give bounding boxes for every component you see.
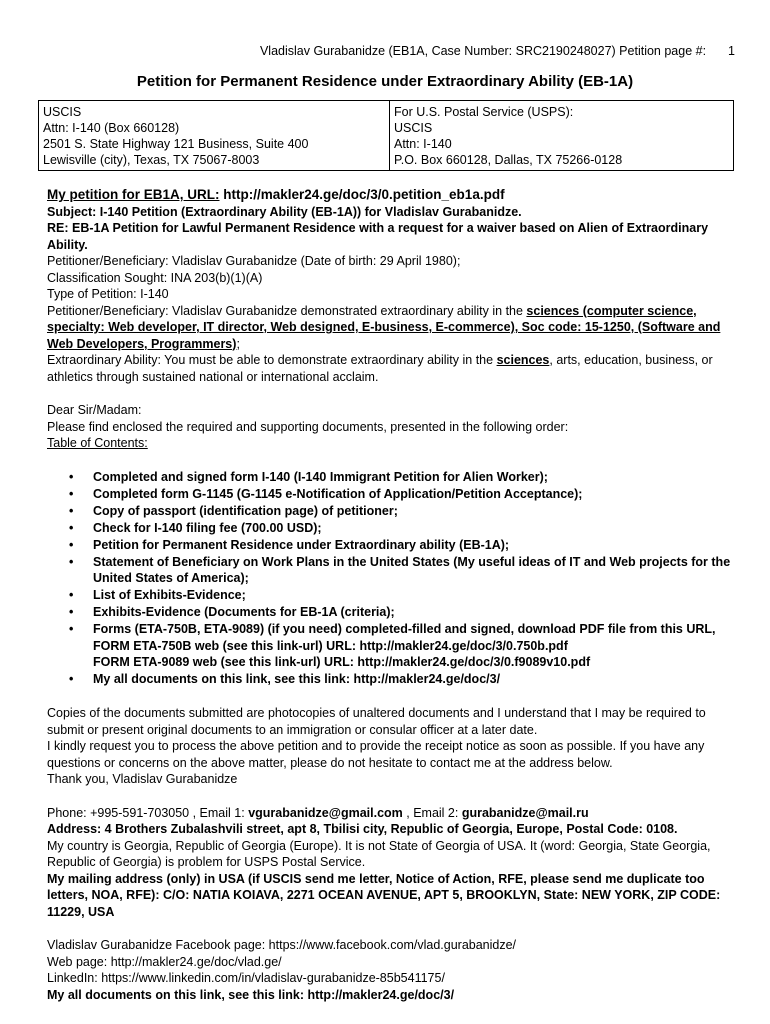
salutation: Dear Sir/Madam: <box>47 403 142 417</box>
header-text: Vladislav Gurabanidze (EB1A, Case Number: SRC2190248027) Petition page #: <box>259 44 707 58</box>
address-line: P.O. Box 660128, Dallas, TX 75266-0128 <box>394 153 623 167</box>
beneficiary-line: Petitioner/Beneficiary: Vladislav Gurabanidze (Date of birth: 29 April 1980); <box>47 254 461 268</box>
toc-item-text: FORM ETA-9089 web (see this link-url) URL: http://makler24.ge/doc/3/0.f9089v10.pdf <box>93 655 591 669</box>
closing-paragraph: Copies of the documents submitted are photocopies of unaltered documents and I understand that I may be required to submit or present original documents to an immigration or consular officer at a later date. <box>47 706 706 737</box>
extraordinary-ability-line <box>47 352 737 385</box>
address-line: Attn: I-140 (Box 660128) <box>43 121 180 135</box>
toc-item-text: Forms (ETA-750B, ETA-9089) (if you need) completed-filled and signed, download PDF file from this URL, <box>93 622 716 636</box>
facebook-link[interactable]: Vladislav Gurabanidze Facebook page: https://www.facebook.com/vlad.gurabanidze/ <box>47 938 517 952</box>
bullet-icon: • <box>69 486 74 501</box>
bullet-icon: • <box>69 520 74 535</box>
toc-item <box>47 486 737 503</box>
bullet-icon: • <box>69 622 74 636</box>
document-title: Petition for Permanent Residence under Extraordinary Ability (EB-1A) <box>136 73 634 90</box>
toc-item-text: Statement of Beneficiary on Work Plans in the United States (My useful ideas of IT and Web projects for the United States of America); <box>93 554 731 585</box>
web-link[interactable]: Web page: http://makler24.ge/doc/vlad.ge/ <box>47 954 282 969</box>
toc-heading: Table of Contents: <box>47 436 148 450</box>
toc-item <box>47 503 737 520</box>
page-number: 1 <box>728 44 735 58</box>
ability-emphasis: sciences (computer science, specialty: Web developer, IT director, Web designed, E-business, E-commerce), Soc code: 15-1250, (Software and Web Developers, Programmers) <box>47 303 721 351</box>
email-1[interactable]: vgurabanidze@gmail.com <box>248 805 403 820</box>
ea-emphasis: sciences <box>496 353 550 367</box>
subject-line: Subject: I-140 Petition (Extraordinary Ability (EB-1A)) for Vladislav Gurabanidze. <box>47 204 522 219</box>
linkedin-link[interactable]: LinkedIn: https://www.linkedin.com/in/vladislav-gurabanidze-85b541175/ <box>47 971 445 985</box>
toc-item <box>47 537 737 554</box>
toc-item <box>47 671 737 688</box>
table-of-contents <box>47 469 737 688</box>
address-line: Attn: I-140 <box>394 137 452 151</box>
phone-text: Phone: +995-591-703050 , Email 1: <box>47 805 249 820</box>
address-line: Lewisville (city), Texas, TX 75067-8003 <box>43 153 260 167</box>
intro-line: Please find enclosed the required and supporting documents, presented in the following order: <box>47 419 569 434</box>
ability-suffix: ; <box>236 336 240 351</box>
petition-link-line <box>47 187 737 204</box>
address-line: 2501 S. State Highway 121 Business, Suite 400 <box>43 137 309 151</box>
ability-statement <box>47 303 737 353</box>
bullet-icon: • <box>69 537 74 552</box>
document-body <box>47 187 737 1003</box>
re-line: RE: EB-1A Petition for Lawful Permanent Residence with a request for a waiver based on Alien of Extraordinary Ability. <box>47 221 709 252</box>
petition-type-line: Type of Petition: I-140 <box>47 287 169 301</box>
petition-link-url[interactable]: http://makler24.ge/doc/3/0.petition_eb1a.pdf <box>219 187 505 202</box>
ability-prefix: Petitioner/Beneficiary: Vladislav Gurabanidze demonstrated extraordinary ability in the <box>47 303 527 318</box>
all-documents-link[interactable]: My all documents on this link, see this link: http://makler24.ge/doc/3/ <box>47 987 455 1002</box>
contact-line <box>47 805 737 822</box>
toc-item-text: List of Exhibits-Evidence; <box>93 588 246 602</box>
bullet-icon: • <box>69 672 74 686</box>
toc-item-text: Exhibits-Evidence (Documents for EB-1A (criteria); <box>93 605 395 619</box>
page-header <box>260 44 735 58</box>
toc-item <box>47 469 737 486</box>
bullet-icon: • <box>69 503 74 518</box>
toc-item <box>47 554 737 587</box>
toc-item <box>47 621 737 671</box>
closing-paragraph: I kindly request you to process the above petition and to provide the receipt notice as soon as possible. If you have any questions or concerns on the above matter, please do not hesitate to contact me at the address below. <box>47 739 705 770</box>
email-2-label: , Email 2: <box>402 805 462 820</box>
address-line: For U.S. Postal Service (USPS): <box>394 105 574 119</box>
classification-line: Classification Sought: INA 203(b)(1)(A) <box>47 270 263 285</box>
toc-item-text: FORM ETA-750B web (see this link-url) URL: http://makler24.ge/doc/3/0.750b.pdf <box>93 638 568 653</box>
petition-link-label: My petition for EB1A, URL: <box>47 187 220 202</box>
toc-item-text: Petition for Permanent Residence under Extraordinary ability (EB-1A); <box>93 537 510 552</box>
email-2[interactable]: gurabanidze@mail.ru <box>461 805 589 820</box>
toc-item-text: My all documents on this link, see this link: http://makler24.ge/doc/3/ <box>93 672 501 686</box>
usps-address-cell <box>390 101 734 171</box>
toc-item <box>47 604 737 621</box>
bullet-icon: • <box>69 554 74 569</box>
toc-item-text: Check for I-140 filing fee (700.00 USD); <box>93 520 322 535</box>
thank-you-line: Thank you, Vladislav Gurabanidze <box>47 772 238 786</box>
home-address: Address: 4 Brothers Zubalashvili street, apt 8, Tbilisi city, Republic of Georgia, Europe, Postal Code: 0108. <box>47 822 678 836</box>
ea-prefix: Extraordinary Ability: You must be able to demonstrate extraordinary ability in the <box>47 353 497 367</box>
bullet-icon: • <box>69 469 74 484</box>
toc-item-text: Copy of passport (identification page) of petitioner; <box>93 503 398 518</box>
address-line: USCIS <box>43 105 82 119</box>
bullet-icon: • <box>69 605 74 619</box>
toc-item-text: Completed form G-1145 (G-1145 e-Notification of Application/Petition Acceptance); <box>93 486 583 501</box>
toc-item <box>47 587 737 604</box>
address-table <box>38 100 734 171</box>
toc-item-text: Completed and signed form I-140 (I-140 Immigrant Petition for Alien Worker); <box>93 469 548 484</box>
uscis-address-cell <box>39 101 390 171</box>
country-note: My country is Georgia, Republic of Georgia (Europe). It is not State of Georgia of USA. It (word: Georgia, State Georgia, Republic of Georgia) is problem for USPS Postal Service. <box>47 838 711 869</box>
mailing-address: My mailing address (only) in USA (if USCIS send me letter, Notice of Action, RFE, please send me duplicate too letters, NOA, RFE): C/O: NATIA KOIAVA, 2271 OCEAN AVENUE, APT 5, BROOKLYN, State: NEW YORK, ZIP CODE: 11229, USA <box>47 871 721 919</box>
toc-item <box>47 520 737 537</box>
bullet-icon: • <box>69 588 74 602</box>
address-line: USCIS <box>394 121 433 135</box>
ea-suffix: , arts, education, business, or athletics through sustained national or international acclaim. <box>47 353 713 384</box>
